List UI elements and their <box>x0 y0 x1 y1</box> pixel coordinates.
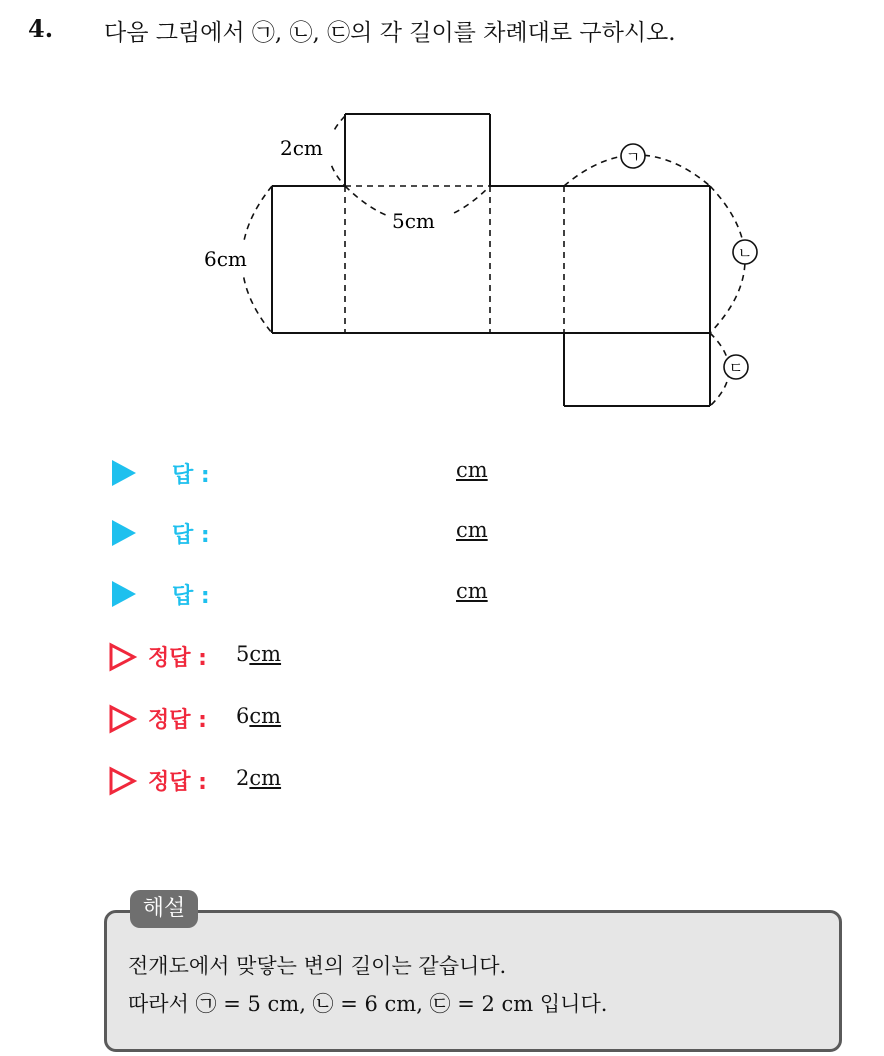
outline-play-icon <box>108 766 138 796</box>
answer-label: 답 : <box>172 463 210 488</box>
solution-value <box>236 642 281 666</box>
solution-unit: cm <box>249 704 282 728</box>
label-5cm: 5cm <box>392 209 435 233</box>
explanation-line-1: 전개도에서 맞닿는 변의 길이는 같습니다. <box>128 954 507 978</box>
play-marker-icon <box>112 460 136 486</box>
mark-c: ㄷ <box>728 359 744 377</box>
answer-unit: cm <box>456 518 488 542</box>
outline-play-icon <box>108 642 138 672</box>
solution-unit: cm <box>249 766 282 790</box>
mark-b: ㄴ <box>737 244 753 262</box>
solution-label: 정답 : <box>148 708 207 733</box>
play-marker-icon <box>112 520 136 546</box>
solution-value <box>236 704 281 728</box>
solution-label: 정답 : <box>148 770 207 795</box>
explanation-box <box>104 910 842 1052</box>
question-text: 다음 그림에서 ㉠, ㉡, ㉢의 각 길이를 차례대로 구하시오. <box>104 20 676 46</box>
explanation-line-2: 따라서 ㉠ = 5 cm, ㉡ = 6 cm, ㉢ = 2 cm 입니다. <box>128 992 608 1016</box>
question-number: 4. <box>28 14 54 43</box>
answer-unit: cm <box>456 458 488 482</box>
net-diagram <box>0 0 884 440</box>
play-marker-icon <box>112 581 136 607</box>
solution-number: 6 <box>236 704 250 728</box>
outline-play-icon <box>108 704 138 734</box>
solution-number: 5 <box>236 642 250 666</box>
label-6cm: 6cm <box>204 247 247 271</box>
answer-label: 답 : <box>172 523 210 548</box>
mark-a: ㄱ <box>625 148 641 166</box>
answer-unit: cm <box>456 579 488 603</box>
label-2cm: 2cm <box>280 136 323 160</box>
solution-value <box>236 766 281 790</box>
solution-unit: cm <box>249 642 282 666</box>
solution-label: 정답 : <box>148 646 207 671</box>
explanation-tag: 해설 <box>130 890 198 928</box>
solution-number: 2 <box>236 766 250 790</box>
answer-label: 답 : <box>172 584 210 609</box>
